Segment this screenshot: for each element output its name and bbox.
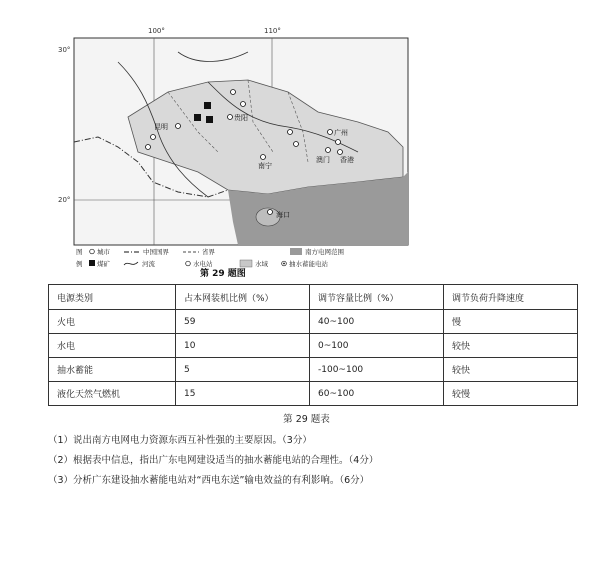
svg-text:省界: 省界 [202, 248, 215, 256]
question-2: （2）根据表中信息，指出广东电网建设适当的抽水蓄能电站的合理性。（4分） [48, 455, 379, 466]
table-cell: 较慢 [444, 382, 578, 406]
question-3: （3）分析广东建设抽水蓄能电站对“西电东送”输电效益的有利影响。（6分） [48, 475, 370, 486]
table-cell: 液化天然气燃机 [49, 382, 176, 406]
svg-text:中国国界: 中国国界 [143, 248, 169, 256]
table-cell: 15 [176, 382, 310, 406]
city-guiyang: 贵阳 [234, 114, 248, 122]
table-cell: 40~100 [310, 310, 444, 334]
city-kunming: 昆明 [154, 123, 168, 131]
coal-mine [204, 102, 211, 109]
table-cell: 60~100 [310, 382, 444, 406]
table-row [49, 310, 578, 334]
svg-text:水电站: 水电站 [193, 260, 213, 268]
svg-text:水域: 水域 [255, 260, 268, 268]
svg-text:例: 例 [76, 260, 83, 268]
table-cell: 火电 [49, 310, 176, 334]
city-hongkong: 香港 [340, 156, 354, 164]
svg-text:煤矿: 煤矿 [97, 260, 110, 268]
map-title: 第 29 题图 [200, 269, 246, 277]
table-header-row [49, 285, 578, 310]
lat-label-20: 20° [58, 196, 71, 204]
lon-label-100: 100° [148, 27, 165, 35]
map-figure [58, 22, 418, 277]
table-row [49, 382, 578, 406]
table-cell: 10 [176, 334, 310, 358]
table-header-cell: 电源类别 [49, 285, 176, 310]
svg-text:河流: 河流 [142, 260, 155, 268]
map-legend [76, 247, 345, 268]
question-1: （1）说出南方电网电力资源东西互补性强的主要原因。（3分） [48, 435, 312, 446]
table-cell: 较快 [444, 334, 578, 358]
table-cell: 59 [176, 310, 310, 334]
table-row [49, 334, 578, 358]
coal-mine [194, 114, 201, 121]
table-cell: 5 [176, 358, 310, 382]
table-row [49, 358, 578, 382]
map-svg [58, 22, 418, 277]
table-cell: 水电 [49, 334, 176, 358]
svg-text:城市: 城市 [97, 248, 110, 256]
lat-label-30: 30° [58, 46, 71, 54]
svg-text:图: 图 [76, 248, 83, 256]
svg-text:南方电网范围: 南方电网范围 [305, 248, 344, 256]
table-header-cell: 调节容量比例（%） [310, 285, 444, 310]
table-cell: 较快 [444, 358, 578, 382]
table-cell: 慢 [444, 310, 578, 334]
city-macau: 澳门 [316, 156, 330, 164]
coal-mine [206, 116, 213, 123]
city-haikou: 海口 [276, 211, 290, 219]
city-nanning: 南宁 [258, 162, 272, 170]
city-guangzhou: 广州 [334, 129, 348, 137]
table-cell: 抽水蓄能 [49, 358, 176, 382]
table-header-cell: 调节负荷升降速度 [444, 285, 578, 310]
table-header-cell: 占本网装机比例（%） [176, 285, 310, 310]
table-cell: -100~100 [310, 358, 444, 382]
lon-label-110: 110° [264, 27, 281, 35]
power-source-table [48, 284, 578, 406]
table-caption: 第 29 题表 [283, 414, 330, 425]
table-cell: 0~100 [310, 334, 444, 358]
svg-text:抽水蓄能电站: 抽水蓄能电站 [289, 260, 328, 268]
